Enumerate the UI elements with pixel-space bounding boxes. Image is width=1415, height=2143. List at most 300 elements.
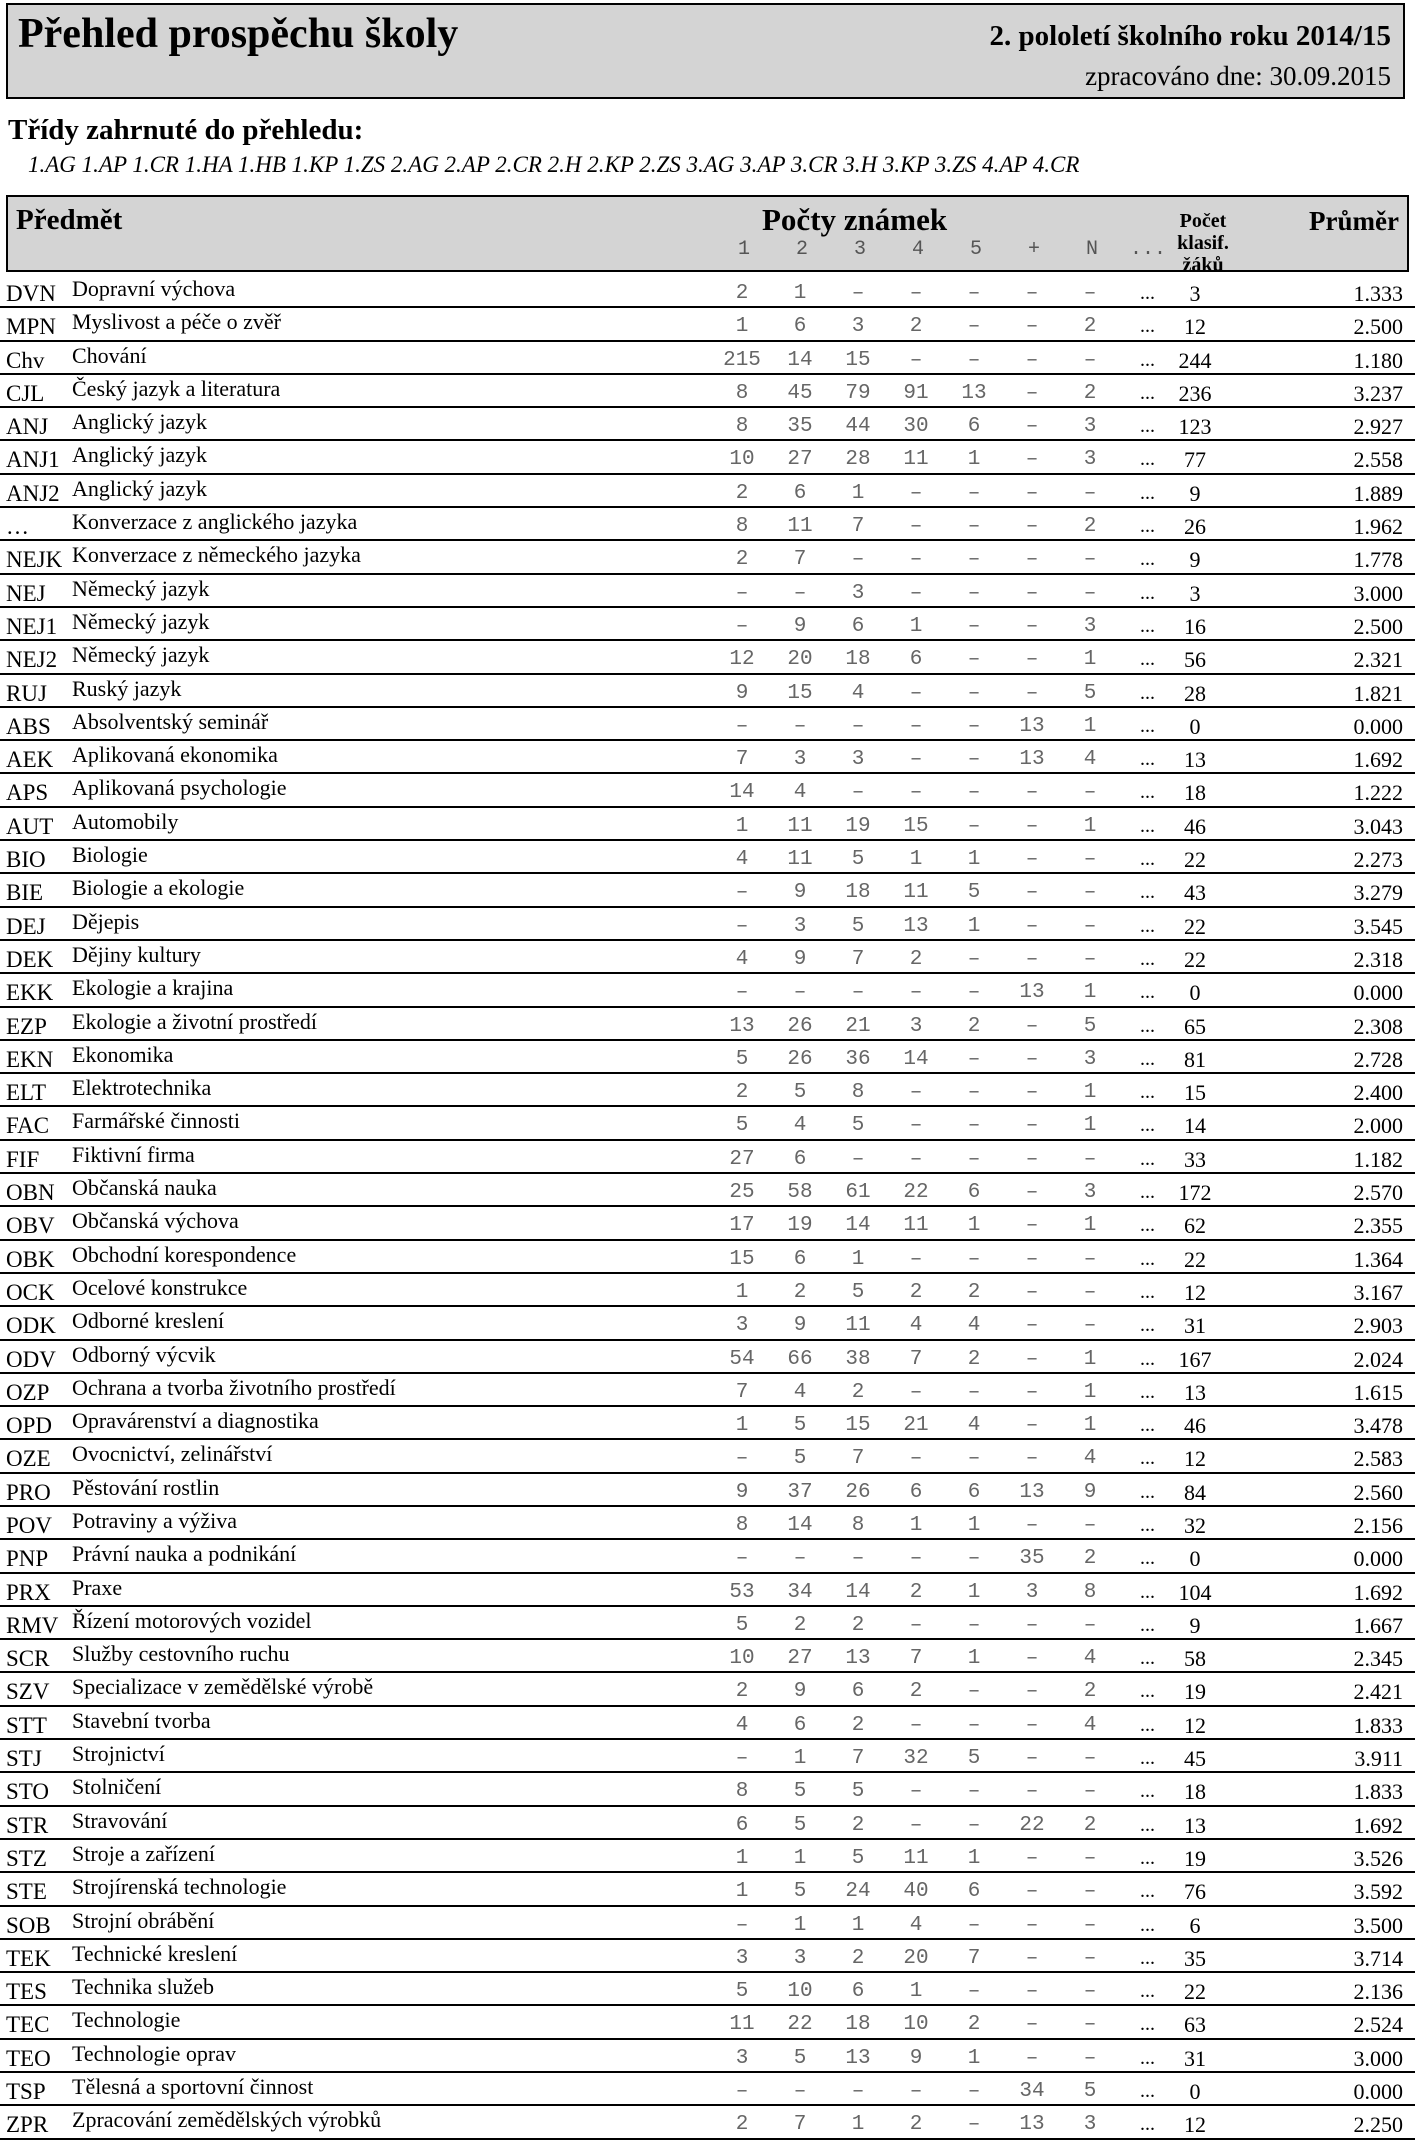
grade-header-5: 5	[969, 238, 982, 261]
grade-count: 9	[793, 1314, 807, 1338]
average-value: 1.180	[1353, 347, 1403, 373]
grade-count: –	[1025, 1114, 1039, 1138]
table-row	[0, 1174, 1415, 1207]
grade-count: 22	[903, 1181, 929, 1205]
more-grades-dots: ...	[1140, 981, 1155, 1004]
grade-count: 9	[909, 2046, 923, 2070]
average-value: 2.558	[1353, 447, 1403, 473]
grade-count: –	[967, 1380, 981, 1404]
more-grades-dots: ...	[1140, 548, 1155, 571]
more-grades-dots: ...	[1140, 1014, 1155, 1037]
table-row	[0, 1507, 1415, 1540]
table-row	[0, 608, 1415, 641]
subject-code: ANJ	[6, 414, 49, 440]
subject-name: Potraviny a výživa	[72, 1507, 237, 1533]
grade-count: –	[967, 1813, 981, 1837]
grade-count: 7	[967, 1946, 981, 1970]
grade-count: 26	[845, 1480, 871, 1504]
grade-count: –	[1025, 1447, 1039, 1471]
subject-name: Občanská nauka	[72, 1175, 217, 1201]
more-grades-dots: ...	[1140, 648, 1155, 671]
grade-count: –	[967, 1613, 981, 1637]
grade-count: 9	[793, 614, 807, 638]
grade-count: –	[967, 548, 981, 572]
grade-count: 61	[845, 1181, 871, 1205]
table-row	[0, 1407, 1415, 1440]
more-grades-dots: ...	[1140, 581, 1155, 604]
grade-count: 8	[851, 1081, 865, 1105]
grade-count: 44	[845, 415, 871, 439]
classified-count: 14	[1184, 1113, 1206, 1139]
subject-code: OPD	[6, 1413, 53, 1439]
grade-count: –	[909, 1547, 923, 1571]
grade-count: –	[1025, 681, 1039, 705]
average-value: 1.778	[1353, 547, 1403, 573]
grade-count: –	[1083, 1314, 1097, 1338]
grade-count: 4	[909, 1314, 923, 1338]
table-row	[0, 2006, 1415, 2039]
grade-count: –	[1025, 315, 1039, 339]
more-grades-dots: ...	[1140, 1613, 1155, 1636]
grade-count: –	[909, 1780, 923, 1804]
subject-code: ABS	[6, 713, 51, 739]
grade-count: –	[909, 1613, 923, 1637]
grade-count: 1	[967, 1846, 981, 1870]
grade-count: –	[735, 714, 749, 738]
subject-name: Automobily	[72, 808, 179, 834]
grade-count: –	[1083, 848, 1097, 872]
grade-count: –	[1083, 947, 1097, 971]
grade-count: 11	[903, 1846, 929, 1870]
average-value: 2.524	[1353, 2012, 1403, 2038]
average-value: 3.237	[1353, 380, 1403, 406]
grade-count: 13	[1019, 1480, 1045, 1504]
table-row	[0, 1840, 1415, 1873]
classified-count: 56	[1184, 647, 1206, 673]
grade-count: 3	[1083, 415, 1097, 439]
average-value: 2.000	[1353, 1113, 1403, 1139]
grade-count: –	[1083, 1147, 1097, 1171]
report-header	[6, 3, 1405, 99]
grade-count: –	[1025, 614, 1039, 638]
classified-count: 62	[1184, 1213, 1206, 1239]
table-row	[0, 275, 1415, 308]
grade-count: –	[1025, 348, 1039, 372]
grade-count: –	[1025, 781, 1039, 805]
subject-code: BIO	[6, 847, 46, 873]
grade-count: 1	[735, 1280, 749, 1304]
grade-count: 2	[967, 2013, 981, 2037]
subject-name: Anglický jazyk	[72, 442, 208, 468]
more-grades-dots: ...	[1140, 2046, 1155, 2069]
more-grades-dots: ...	[1140, 1513, 1155, 1536]
grade-count: –	[1025, 1680, 1039, 1704]
classified-count: 0	[1189, 1546, 1201, 1572]
grade-count: –	[1025, 1081, 1039, 1105]
grade-count: 6	[967, 415, 981, 439]
grade-count: 8	[851, 1513, 865, 1537]
classified-count: 45	[1184, 1746, 1206, 1772]
grade-count: 11	[729, 2013, 755, 2037]
classified-count: 12	[1184, 1712, 1206, 1738]
subject-name: Odborný výcvik	[72, 1341, 216, 1367]
subject-name: Stolničení	[72, 1774, 162, 1800]
more-grades-dots: ...	[1140, 1214, 1155, 1237]
table-row	[0, 2073, 1415, 2106]
average-value: 2.273	[1353, 847, 1403, 873]
subject-code: ELT	[6, 1080, 47, 1106]
subject-name: Dopravní výchova	[72, 276, 236, 301]
more-grades-dots: ...	[1140, 1980, 1155, 2003]
grade-count: –	[1025, 481, 1039, 505]
classified-count: 77	[1184, 447, 1206, 473]
subject-name: Strojnictví	[72, 1741, 165, 1767]
grade-count: –	[967, 1547, 981, 1571]
grade-count: 5	[851, 1780, 865, 1804]
more-grades-dots: ...	[1140, 1946, 1155, 1969]
report-date: zpracováno dne: 30.09.2015	[1085, 61, 1391, 91]
grade-count: 5	[851, 1846, 865, 1870]
grade-count: 13	[961, 381, 987, 405]
grade-count: –	[1025, 1780, 1039, 1804]
more-grades-dots: ...	[1140, 1114, 1155, 1137]
table-row	[0, 1574, 1415, 1607]
grade-count: –	[909, 1380, 923, 1404]
more-grades-dots: ...	[1140, 748, 1155, 771]
grade-count: 1	[1083, 814, 1097, 838]
grade-count: –	[909, 1247, 923, 1271]
average-value: 1.692	[1353, 747, 1403, 773]
average-value: 1.962	[1353, 514, 1403, 540]
average-value: 2.321	[1353, 647, 1403, 673]
grade-header-2: 2	[795, 238, 808, 261]
grade-count: 3	[1083, 1181, 1097, 1205]
grade-count: 1	[851, 481, 865, 505]
subject-code: PRX	[6, 1579, 51, 1605]
grade-count: 1	[909, 614, 923, 638]
table-header	[6, 195, 1409, 276]
subject-name: Právní nauka a podnikání	[72, 1541, 297, 1567]
more-grades-dots: ...	[1140, 681, 1155, 704]
grade-count: 10	[787, 1980, 813, 2004]
table-row	[0, 475, 1415, 508]
table-row	[0, 1707, 1415, 1740]
grade-count: 18	[845, 881, 871, 905]
grade-count: –	[851, 714, 865, 738]
grade-count: 215	[723, 348, 761, 372]
table-row	[0, 441, 1415, 474]
average-value: 3.592	[1353, 1879, 1403, 1905]
classes-list: 1.AG 1.AP 1.CR 1.HA 1.HB 1.KP 1.ZS 2.AG 2.AP 2.CR 2.H 2.KP 2.ZS 3.AG 3.AP 3.CR 3.H 3.KP 3.ZS 4.AP 4.CR	[28, 152, 1080, 177]
grade-count: 2	[793, 1613, 807, 1637]
grade-count: 15	[845, 1414, 871, 1438]
grade-count: 5	[735, 1613, 749, 1637]
more-grades-dots: ...	[1140, 1680, 1155, 1703]
grade-count: 8	[735, 381, 749, 405]
subject-name: Anglický jazyk	[72, 409, 208, 435]
average-value: 3.478	[1353, 1413, 1403, 1439]
grade-count: 8	[1083, 1580, 1097, 1604]
grade-count: –	[1025, 1247, 1039, 1271]
grade-count: –	[1083, 1913, 1097, 1937]
grade-count: 6	[967, 1181, 981, 1205]
grade-count: –	[1025, 648, 1039, 672]
grade-count: 79	[845, 381, 871, 405]
average-value: 2.355	[1353, 1213, 1403, 1239]
grade-count: 2	[909, 947, 923, 971]
average-value: 2.024	[1353, 1346, 1403, 1372]
average-value: 1.692	[1353, 1812, 1403, 1838]
grade-count: 2	[735, 1081, 749, 1105]
subject-name: Biologie a ekologie	[72, 875, 245, 901]
grade-count: 36	[845, 1047, 871, 1071]
grade-count: 5	[967, 1747, 981, 1771]
grade-count: –	[1025, 381, 1039, 405]
grade-count: 9	[793, 1680, 807, 1704]
grade-count: –	[967, 2080, 981, 2104]
grade-count: 7	[793, 548, 807, 572]
grade-count: 4	[735, 1713, 749, 1737]
grade-count: –	[909, 748, 923, 772]
grade-count: 3	[735, 1314, 749, 1338]
average-value: 1.667	[1353, 1612, 1403, 1638]
subject-code: STT	[6, 1712, 47, 1738]
more-grades-dots: ...	[1140, 282, 1155, 304]
table-row	[0, 575, 1415, 608]
more-grades-dots: ...	[1140, 1314, 1155, 1337]
subject-name: Ochrana a tvorba životního prostředí	[72, 1374, 396, 1400]
report-title: Přehled prospěchu školy	[18, 11, 459, 57]
grade-count: 30	[903, 415, 929, 439]
average-value: 2.136	[1353, 1979, 1403, 2005]
classified-count: 65	[1184, 1013, 1206, 1039]
grade-count: 5	[793, 1447, 807, 1471]
grade-count: –	[967, 748, 981, 772]
classified-count: 81	[1184, 1046, 1206, 1072]
classified-count: 0	[1189, 980, 1201, 1006]
grade-count: 5	[967, 881, 981, 905]
subject-name: Obchodní korespondence	[72, 1241, 297, 1267]
classified-count: 9	[1189, 547, 1201, 573]
grade-count: –	[1025, 914, 1039, 938]
average-value: 1.333	[1353, 281, 1403, 306]
more-grades-dots: ...	[1140, 1880, 1155, 1903]
grade-count: 12	[729, 648, 755, 672]
grade-count: 2	[967, 1347, 981, 1371]
grade-count: 3	[1083, 614, 1097, 638]
grade-count: 28	[845, 448, 871, 472]
grade-header-n: N	[1085, 238, 1098, 261]
table-row	[0, 874, 1415, 907]
more-grades-dots: ...	[1140, 2113, 1155, 2136]
grade-count: –	[1025, 848, 1039, 872]
grade-count: 2	[1083, 1813, 1097, 1837]
grade-count: –	[1025, 1513, 1039, 1537]
subject-code: STZ	[6, 1845, 47, 1871]
subject-name: Absolventský seminář	[72, 708, 269, 734]
grade-count: 20	[903, 1946, 929, 1970]
subject-code: MPN	[6, 314, 56, 340]
classified-count: 0	[1189, 713, 1201, 739]
classified-count: 0	[1189, 2079, 1201, 2105]
grade-count: –	[851, 2080, 865, 2104]
grade-count: 1	[967, 2046, 981, 2070]
grade-count: –	[1083, 781, 1097, 805]
classified-count: 19	[1184, 1679, 1206, 1705]
grade-count: –	[793, 1547, 807, 1571]
subject-code: BIE	[6, 880, 44, 906]
classified-count: 18	[1184, 1779, 1206, 1805]
grade-count: –	[851, 548, 865, 572]
classified-count: 63	[1184, 2012, 1206, 2038]
subject-name: Tělesná a sportovní činnost	[72, 2074, 314, 2100]
average-value: 1.692	[1353, 1579, 1403, 1605]
classified-count: 22	[1184, 1979, 1206, 2005]
grade-count: 6	[793, 1147, 807, 1171]
grade-count: 4	[967, 1314, 981, 1338]
subject-code: DEJ	[6, 913, 46, 939]
table-row	[0, 1107, 1415, 1140]
classified-count: 58	[1184, 1646, 1206, 1672]
average-value: 2.728	[1353, 1046, 1403, 1072]
grade-count: 7	[851, 1747, 865, 1771]
grade-count: –	[1025, 1214, 1039, 1238]
grade-count: 54	[729, 1347, 755, 1371]
grade-count: –	[909, 1713, 923, 1737]
grade-count: –	[1083, 1880, 1097, 1904]
grade-count: 6	[735, 1813, 749, 1837]
grade-count: 5	[1083, 1014, 1097, 1038]
grade-count: 8	[735, 1780, 749, 1804]
grade-count: 11	[787, 814, 813, 838]
subject-code: DEK	[6, 946, 54, 972]
grade-count: 7	[735, 1380, 749, 1404]
more-grades-dots: ...	[1140, 614, 1155, 637]
grade-count: –	[1025, 1014, 1039, 1038]
average-value: 3.526	[1353, 1845, 1403, 1871]
grade-count: 14	[845, 1580, 871, 1604]
grade-count: –	[1083, 2013, 1097, 2037]
grade-count: 5	[851, 914, 865, 938]
subject-name: Zpracování zemědělských výrobků	[72, 2107, 382, 2133]
grade-count: 4	[909, 1913, 923, 1937]
subject-code: STR	[6, 1812, 49, 1838]
classified-count: 28	[1184, 680, 1206, 706]
average-value: 2.318	[1353, 946, 1403, 972]
grade-count: –	[1025, 1280, 1039, 1304]
grade-count: –	[851, 981, 865, 1005]
average-header: Průměr	[1309, 206, 1399, 236]
classified-count: 35	[1184, 1945, 1206, 1971]
grade-count: –	[1083, 348, 1097, 372]
grade-count: –	[909, 781, 923, 805]
subject-code: EZP	[6, 1013, 47, 1039]
average-value: 1.222	[1353, 780, 1403, 806]
grade-count: 19	[845, 814, 871, 838]
grade-count: –	[1025, 1647, 1039, 1671]
grade-count: 1	[1083, 714, 1097, 738]
table-row	[0, 1607, 1415, 1640]
subject-name: Stravování	[72, 1807, 168, 1833]
table-row	[0, 808, 1415, 841]
average-value: 1.833	[1353, 1779, 1403, 1805]
grade-count: –	[1025, 814, 1039, 838]
grade-count: 1	[851, 1247, 865, 1271]
grade-count: 6	[967, 1480, 981, 1504]
grade-count: 2	[909, 2113, 923, 2137]
grade-count: –	[909, 348, 923, 372]
grade-count: 5	[793, 1081, 807, 1105]
table-row	[0, 1640, 1415, 1673]
grade-count: –	[1083, 1513, 1097, 1537]
grade-count: –	[1025, 1747, 1039, 1771]
grade-count: 1	[735, 1414, 749, 1438]
table-row	[0, 2040, 1415, 2073]
grade-count: 2	[851, 1813, 865, 1837]
grade-count: 2	[967, 1280, 981, 1304]
grade-count: 35	[787, 415, 813, 439]
table-row	[0, 1241, 1415, 1274]
grade-count: 5	[793, 1880, 807, 1904]
grade-count: 4	[1083, 1713, 1097, 1737]
grade-count: 1	[967, 1580, 981, 1604]
average-value: 2.903	[1353, 1313, 1403, 1339]
table-row	[0, 1307, 1415, 1340]
grade-count: –	[909, 282, 923, 305]
classified-count: 13	[1184, 1379, 1206, 1405]
table-row	[0, 841, 1415, 874]
table-row	[0, 1274, 1415, 1307]
subject-name: Německý jazyk	[72, 642, 210, 668]
average-value: 2.345	[1353, 1646, 1403, 1672]
subject-code: PNP	[6, 1546, 49, 1572]
grade-count: 1	[735, 1880, 749, 1904]
classified-count: 104	[1178, 1579, 1212, 1605]
grade-count: 2	[909, 1280, 923, 1304]
table-row	[0, 974, 1415, 1007]
grade-count: –	[1025, 581, 1039, 605]
subject-code: NEJK	[6, 547, 63, 573]
subject-code: ZPR	[6, 2112, 49, 2138]
table-row	[0, 1973, 1415, 2006]
grade-count: –	[1083, 481, 1097, 505]
more-grades-dots: ...	[1140, 2080, 1155, 2103]
grade-count: 1	[793, 1846, 807, 1870]
grade-count: –	[909, 1813, 923, 1837]
grade-count: –	[793, 981, 807, 1005]
average-value: 0.000	[1353, 1546, 1403, 1572]
more-grades-dots: ...	[1140, 848, 1155, 871]
grade-count: –	[967, 1447, 981, 1471]
grade-count: –	[1025, 515, 1039, 539]
grade-count: –	[909, 548, 923, 572]
grade-count: 2	[1083, 1547, 1097, 1571]
grade-count: –	[851, 1147, 865, 1171]
grade-count: 5	[851, 1114, 865, 1138]
grade-count: 3	[1083, 1047, 1097, 1071]
classified-count: 31	[1184, 2045, 1206, 2071]
subject-name: Technické kreslení	[72, 1940, 238, 1966]
classified-count: 33	[1184, 1146, 1206, 1172]
grade-count: 18	[845, 648, 871, 672]
grade-count: 11	[903, 881, 929, 905]
grade-count: –	[1083, 1846, 1097, 1870]
subject-name: Ekonomika	[72, 1041, 174, 1067]
subject-name: Praxe	[72, 1574, 123, 1600]
grade-count: –	[851, 781, 865, 805]
classified-count: 22	[1184, 946, 1206, 972]
grade-count: –	[967, 1980, 981, 2004]
